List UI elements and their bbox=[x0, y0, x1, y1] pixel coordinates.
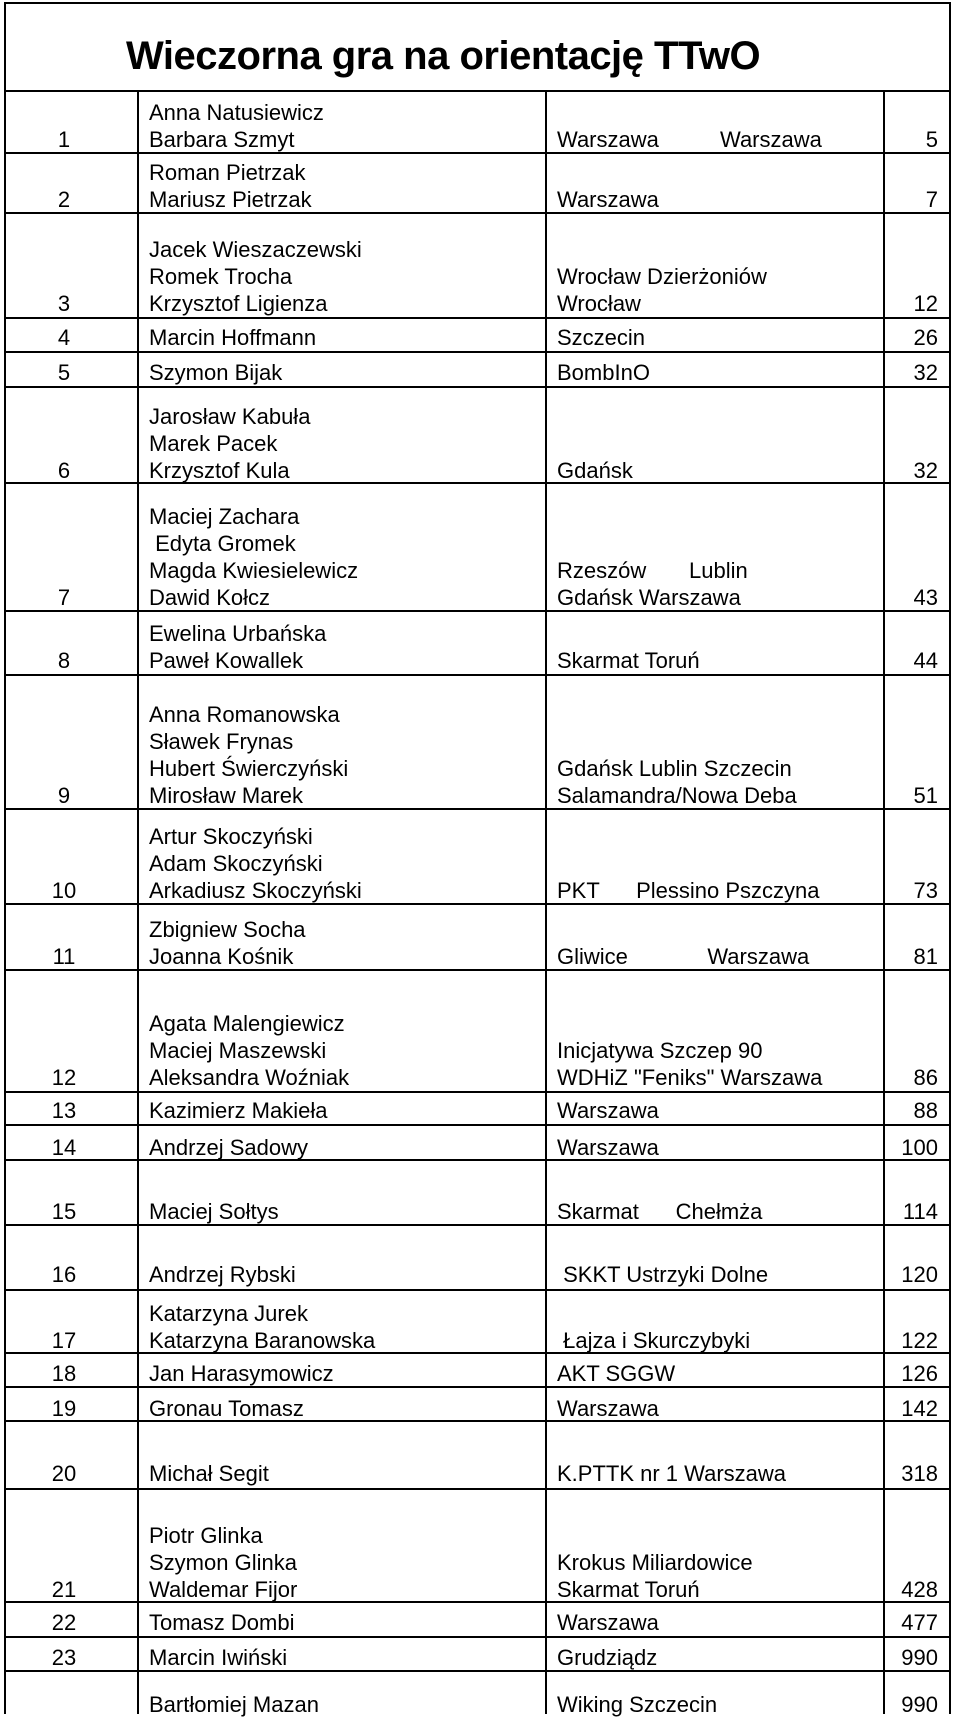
score-value: 318 bbox=[901, 1461, 938, 1486]
club-line: Wrocław bbox=[557, 291, 641, 316]
row-number: 2 bbox=[57, 187, 71, 212]
club-line: Warszawa Warszawa bbox=[557, 127, 822, 152]
club-line: Gdańsk Lublin Szczecin bbox=[557, 756, 792, 781]
participant-name: Sławek Frynas bbox=[149, 729, 294, 754]
club-line: Wrocław Dzierżoniów bbox=[557, 264, 767, 289]
participant-name: Marek Pacek bbox=[149, 431, 278, 456]
participant-name: Jacek Wieszaczewski bbox=[149, 237, 362, 262]
participant-name: Marcin Iwiński bbox=[149, 1645, 288, 1670]
score-value: 7 bbox=[925, 187, 938, 212]
participant-name: Szymon Bijak bbox=[149, 360, 283, 385]
participant-name: Szymon Glinka bbox=[149, 1550, 297, 1575]
participant-name: Krzysztof Kula bbox=[149, 458, 290, 483]
row-number: 7 bbox=[57, 585, 71, 610]
participant-name: Andrzej Rybski bbox=[149, 1262, 296, 1287]
row-number: 18 bbox=[51, 1361, 77, 1386]
row-number: 13 bbox=[51, 1098, 77, 1123]
participant-name: Hubert Świerczyński bbox=[149, 756, 349, 781]
participant-name: Dawid Kołcz bbox=[149, 585, 271, 610]
participant-name: Katarzyna Baranowska bbox=[149, 1328, 376, 1353]
row-number: 21 bbox=[51, 1577, 77, 1602]
score-value: 32 bbox=[913, 360, 938, 385]
participant-name: Michał Segit bbox=[149, 1461, 269, 1486]
participant-name: Ewelina Urbańska bbox=[149, 621, 327, 646]
club-line: Inicjatywa Szczep 90 bbox=[557, 1038, 763, 1063]
participant-name: Katarzyna Jurek bbox=[149, 1301, 308, 1326]
score-value: 990 bbox=[901, 1692, 938, 1717]
score-value: 12 bbox=[913, 291, 938, 316]
participant-name: Zbigniew Socha bbox=[149, 917, 306, 942]
participant-name: Joanna Kośnik bbox=[149, 944, 294, 969]
club-line: Warszawa bbox=[557, 187, 659, 212]
score-value: 990 bbox=[901, 1645, 938, 1670]
row-number: 3 bbox=[57, 291, 71, 316]
participant-name: Krzysztof Ligienza bbox=[149, 291, 328, 316]
club-line: Wiking Szczecin bbox=[557, 1692, 718, 1717]
row-number: 1 bbox=[57, 127, 71, 152]
row-number: 22 bbox=[51, 1610, 77, 1635]
row-number: 11 bbox=[52, 944, 76, 969]
row-number: 16 bbox=[51, 1262, 77, 1287]
row-number: 9 bbox=[57, 783, 71, 808]
score-value: 44 bbox=[913, 648, 938, 673]
club-line: Rzeszów Lublin bbox=[557, 558, 748, 583]
club-line: PKT Plessino Pszczyna bbox=[557, 878, 820, 903]
score-value: 100 bbox=[901, 1135, 938, 1160]
participant-name: Maciej Sołtys bbox=[149, 1199, 279, 1224]
participant-name: Mirosław Marek bbox=[149, 783, 304, 808]
participant-name: Tomasz Dombi bbox=[149, 1610, 295, 1635]
participant-name: Andrzej Sadowy bbox=[149, 1135, 308, 1160]
score-value: 428 bbox=[901, 1577, 938, 1602]
row-number: 8 bbox=[57, 648, 71, 673]
participant-name: Paweł Kowallek bbox=[149, 648, 304, 673]
participant-name: Maciej Maszewski bbox=[149, 1038, 327, 1063]
participant-name: Anna Natusiewicz bbox=[149, 100, 324, 125]
participant-name: Romek Trocha bbox=[149, 264, 293, 289]
club-line: Warszawa bbox=[557, 1396, 659, 1421]
participant-name: Edyta Gromek bbox=[149, 531, 296, 556]
club-line: Grudziądz bbox=[557, 1645, 658, 1670]
score-value: 32 bbox=[913, 458, 938, 483]
club-line: Warszawa bbox=[557, 1098, 659, 1123]
row-number: 12 bbox=[51, 1065, 77, 1090]
row-number: 15 bbox=[51, 1199, 77, 1224]
row-number: 10 bbox=[51, 878, 77, 903]
row-number: 4 bbox=[57, 325, 71, 350]
club-line: Gdańsk Warszawa bbox=[557, 585, 741, 610]
row-number: 23 bbox=[51, 1645, 77, 1670]
participant-name: Adam Skoczyński bbox=[149, 851, 323, 876]
club-line: WDHiZ "Feniks" Warszawa bbox=[557, 1065, 823, 1090]
score-value: 120 bbox=[901, 1262, 938, 1287]
score-value: 86 bbox=[913, 1065, 938, 1090]
participant-name: Magda Kwiesielewicz bbox=[149, 558, 359, 583]
score-value: 142 bbox=[901, 1396, 938, 1421]
club-line: Skarmat Chełmża bbox=[557, 1199, 763, 1224]
participant-name: Barbara Szmyt bbox=[149, 127, 295, 152]
score-value: 51 bbox=[913, 783, 938, 808]
row-number: 17 bbox=[51, 1328, 77, 1353]
participant-name: Jan Harasymowicz bbox=[149, 1361, 334, 1386]
club-line: Gliwice Warszawa bbox=[557, 944, 810, 969]
club-line: Skarmat Toruń bbox=[557, 1577, 700, 1602]
score-value: 88 bbox=[913, 1098, 938, 1123]
score-value: 126 bbox=[901, 1361, 938, 1386]
club-line: AKT SGGW bbox=[557, 1361, 676, 1386]
participant-name: Marcin Hoffmann bbox=[149, 325, 317, 350]
page-title: Wieczorna gra na orientację TTwO bbox=[126, 34, 761, 78]
club-line: BombInO bbox=[557, 360, 650, 385]
participant-name: Roman Pietrzak bbox=[149, 160, 306, 185]
row-number: 14 bbox=[51, 1135, 77, 1160]
row-number: 20 bbox=[51, 1461, 77, 1486]
score-value: 43 bbox=[913, 585, 938, 610]
score-value: 122 bbox=[901, 1328, 938, 1353]
participant-name: Arkadiusz Skoczyński bbox=[149, 878, 362, 903]
score-value: 73 bbox=[913, 878, 938, 903]
participant-name: Mariusz Pietrzak bbox=[149, 187, 312, 212]
club-line: Łajza i Skurczybyki bbox=[557, 1328, 751, 1353]
club-line: Gdańsk bbox=[557, 458, 633, 483]
club-line: K.PTTK nr 1 Warszawa bbox=[557, 1461, 787, 1486]
participant-name: Anna Romanowska bbox=[149, 702, 340, 727]
club-line: SKKT Ustrzyki Dolne bbox=[557, 1262, 769, 1287]
club-line: Salamandra/Nowa Deba bbox=[557, 783, 797, 808]
club-line: Skarmat Toruń bbox=[557, 648, 700, 673]
participant-name: Maciej Zachara bbox=[149, 504, 300, 529]
participant-name: Aleksandra Woźniak bbox=[149, 1065, 350, 1090]
participant-name: Jarosław Kabuła bbox=[149, 404, 311, 429]
row-number: 5 bbox=[57, 360, 71, 385]
row-number: 19 bbox=[51, 1396, 77, 1421]
club-line: Krokus Miliardowice bbox=[557, 1550, 753, 1575]
club-line: Warszawa bbox=[557, 1610, 659, 1635]
participant-name: Bartłomiej Mazan bbox=[149, 1692, 319, 1717]
participant-name: Waldemar Fijor bbox=[149, 1577, 298, 1602]
participant-name: Gronau Tomasz bbox=[149, 1396, 304, 1421]
score-value: 114 bbox=[902, 1199, 938, 1224]
participant-name: Agata Malengiewicz bbox=[149, 1011, 345, 1036]
row-number: 6 bbox=[57, 458, 71, 483]
participant-name: Piotr Glinka bbox=[149, 1523, 263, 1548]
club-line: Warszawa bbox=[557, 1135, 659, 1160]
participant-name: Kazimierz Makieła bbox=[149, 1098, 328, 1123]
club-line: Szczecin bbox=[557, 325, 646, 350]
score-value: 5 bbox=[925, 127, 938, 152]
score-value: 477 bbox=[901, 1610, 938, 1635]
participant-name: Artur Skoczyński bbox=[149, 824, 313, 849]
score-value: 81 bbox=[913, 944, 938, 969]
score-value: 26 bbox=[913, 325, 938, 350]
